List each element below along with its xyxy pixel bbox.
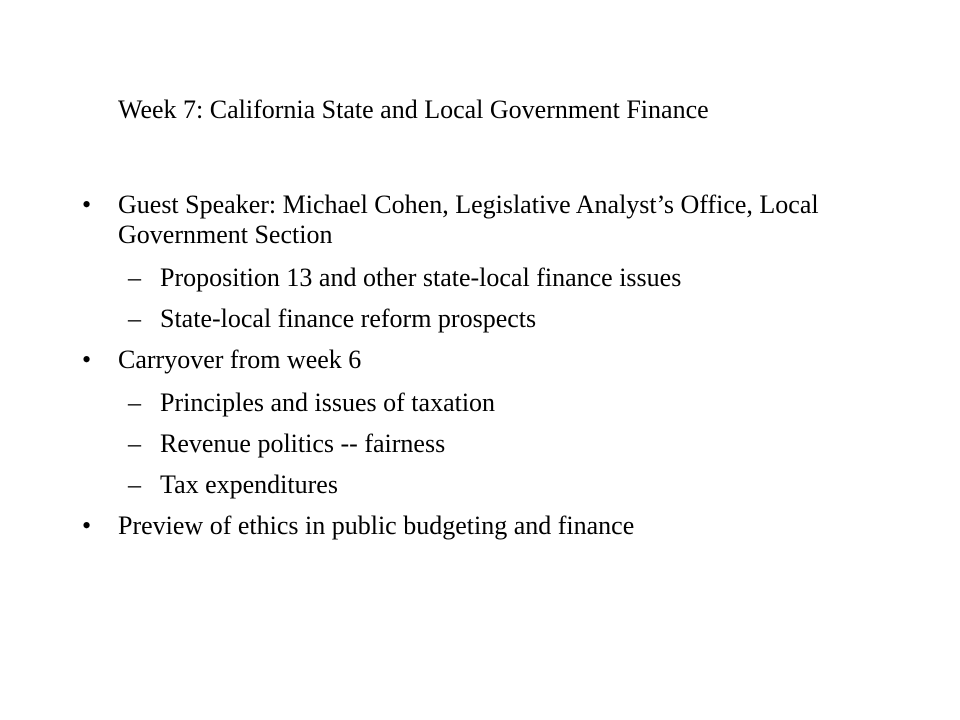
bullet-text: Carryover from week 6 [118,345,362,374]
slide-title: Week 7: California State and Local Government Finance [118,95,709,124]
bullet-text: Preview of ethics in public budgeting and finance [118,511,635,540]
bullet-icon: • [82,345,92,374]
sub-item-text: Proposition 13 and other state-local finance issues [160,263,682,292]
dash-icon: – [128,388,141,417]
bullet-item-carryover [0,345,900,375]
bullet-icon: • [82,190,92,219]
sub-item-taxation [0,388,900,418]
sub-item-revenue-politics [0,429,900,459]
bullet-item-ethics-preview [0,511,900,541]
dash-icon: – [128,470,141,499]
sub-item-text: Principles and issues of taxation [160,388,496,417]
dash-icon: – [128,263,141,292]
sub-item-reform-prospects [0,304,900,334]
sub-item-tax-expenditures [0,470,900,500]
sub-item-text: Tax expenditures [160,470,338,499]
sub-item-proposition-13 [0,263,900,293]
dash-icon: – [128,304,141,333]
bullet-item-guest-speaker [0,190,900,250]
bullet-list [0,190,900,554]
bullet-icon: • [82,511,92,540]
sub-item-text: Revenue politics -- fairness [160,429,446,458]
dash-icon: – [128,429,141,458]
sub-item-text: State-local finance reform prospects [160,304,537,333]
bullet-text: Guest Speaker: Michael Cohen, Legislative Analyst’s Office, Local Government Section [118,190,819,249]
